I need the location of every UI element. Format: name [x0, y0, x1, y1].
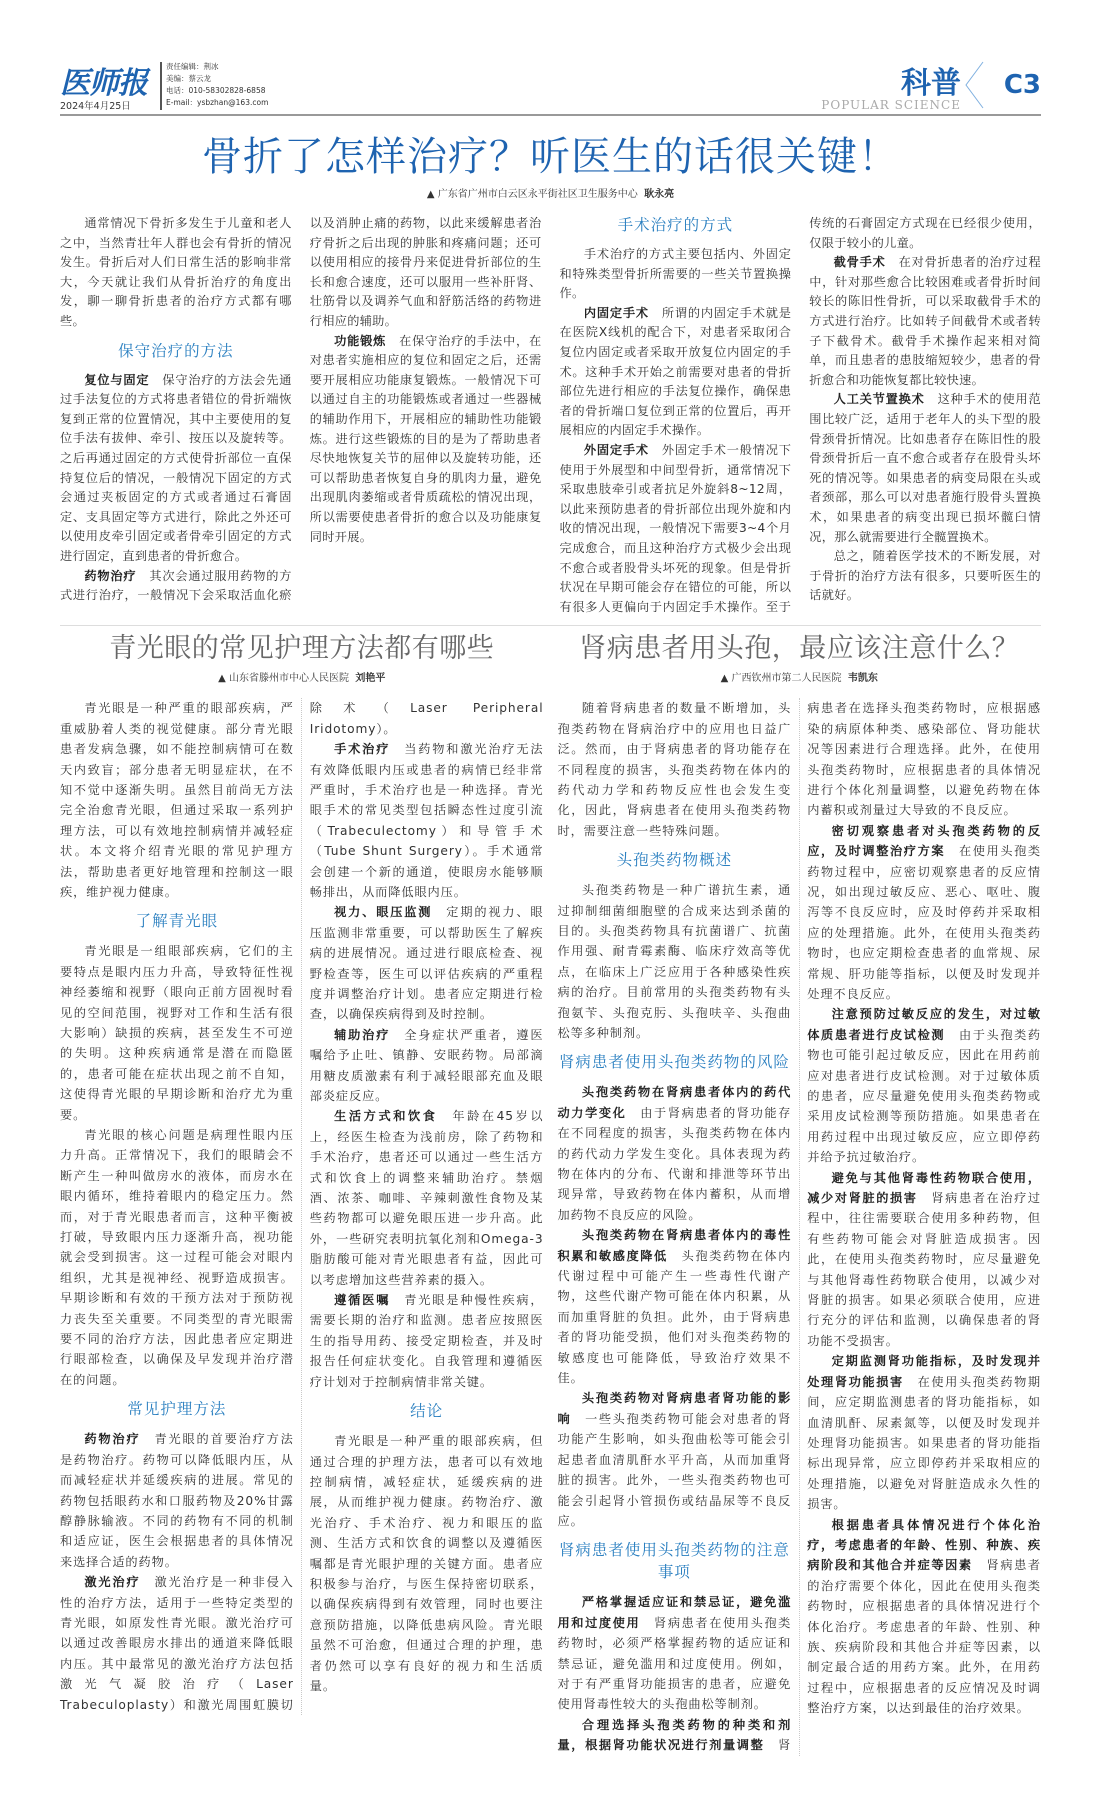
paragraph — [558, 1592, 792, 1714]
section-name-en: POPULAR SCIENCE — [821, 98, 961, 112]
paragraph — [558, 1225, 792, 1388]
paragraph-text: 青光眼是一组眼部疾病，它们的主要特点是眼内压力升高，导致特征性视神经萎缩和视野（眼向正前方固视时看见的空间范围，视野对工作和生活有很大影响）缺损的疾病，甚至发生不可逆的失明。这种疾病通常是潜在而隐匿的，患者可能在症状出现之前不自知，这使得青光眼的早期诊断和治疗尤为重要。 — [60, 944, 294, 1122]
paragraph — [60, 214, 292, 332]
byline-org: ▲ 广东省广州市白云区永平街社区卫生服务中心 — [426, 189, 638, 200]
paragraph-lead: 复位与固定 — [84, 372, 150, 387]
byline-org: ▲ 广西钦州市第二人民医院 — [720, 673, 842, 685]
paragraph-text: 肾病患者在治疗过程中，往往需要联合使用多种药物，但有些药物可能会对肾脏造成损害。因此，在使用头孢类药物时，应尽量避免与其他肾毒性药物联合使用，以减少对肾脏的损害。如果必须联合使用，应进行充分的评估和监测，以确保患者的肾功能不受损害。 — [807, 1191, 1041, 1348]
paragraph-text: 在保守治疗的手法中，在对患者实施相应的复位和固定之后，还需要开展相应功能康复锻炼。一般情况下可以通过自主的功能锻炼或者通过一些器械的辅助作用下，开展相应的辅助性功能锻炼。进行这些锻炼的目的是为了帮助患者尽快地恢复关节的屈伸以及旋转功能，还可以帮助患者恢复自身的肌肉力量，避免出现肌肉萎缩或者骨质疏松的情况出现，所以需要使患者骨折的愈合以及功能康复同时开展。 — [309, 333, 542, 544]
paragraph-text: 青光眼是一种严重的眼部疾病，严重威胁着人类的视觉健康。部分青光眼患者发病急骤，如不能控制病情可在数天内致盲；部分患者无明显症状，在不知不觉中逐渐失明。虽然目前尚无方法完全治愈青光眼，但通过采取一系列护理方法，可以有效地控制病情并减轻症状。本文将介绍青光眼的常见护理方法，帮助患者更好地管理和控制这一眼疾，维护视力健康。 — [60, 701, 294, 899]
credit-phone: 电话：010-58302828-6858 — [166, 86, 266, 95]
article-glaucoma — [60, 632, 544, 1755]
paragraph-text: 总之，随着医学技术的不断发展，对于骨折的治疗方法有很多，只要听医生的话就好。 — [809, 549, 1041, 603]
paragraph-lead: 根据患者具体情况进行个体化治疗，考虑患者的年龄、性别、种族、疾病阶段和其他合并症等因素 — [807, 1517, 1041, 1573]
paragraph-lead: 头孢类药物在肾病患者体内的毒性积累和敏感度降低 — [557, 1228, 792, 1263]
byline-glaucoma — [60, 672, 544, 686]
byline-author: 耿永亮 — [644, 189, 675, 200]
paragraph — [60, 1125, 294, 1390]
paragraph — [60, 698, 294, 902]
paragraph-text: 在对骨折患者的治疗过程中，针对那些愈合比较困难或者骨折时间较长的陈旧性骨折，可以采取截骨手术的方式进行治疗。比如转子间截骨术或者转子下截骨术。截骨手术操作起来相对简单，而且患者的患肢缩短较少，患者的骨折愈合和功能恢复都比较快速。 — [809, 255, 1041, 387]
paragraph-lead: 激光治疗 — [84, 1575, 141, 1590]
paragraph-lead: 功能锻炼 — [334, 333, 387, 348]
byline-kidney — [558, 672, 1042, 686]
section-heading: 肾病患者使用头孢类药物的风险 — [558, 1053, 790, 1072]
paragraph-lead: 视力、眼压监测 — [334, 905, 433, 920]
paragraph-text: 随着肾病患者的数量不断增加，头孢类药物在肾病治疗中的应用也日益广泛。然而，由于肾病患者的肾功能存在不同程度的损害，头孢类药物在体内的药代动力学和药物反应性也会发生变化，因此，肾病患者在使用头孢类药物时，需要注意一些特殊问题。 — [557, 701, 792, 838]
paragraph-lead: 头孢类药物在肾病患者体内的药代动力学变化 — [557, 1085, 792, 1120]
paragraph-lead: 手术治疗 — [334, 742, 391, 757]
paragraph-text: 保守治疗的方法会先通过手法复位的方式将患者错位的骨折端恢复到正常的位置情况，其中主要使用的复位手法有拔伸、牵引、按压以及旋转等。之后再通过固定的方式使骨折部位一直保持复位后的情况，一般情况下固定的方式会通过夹板固定的方式或者通过石膏固定、支具固定等方式进行，除此之外还可以使用皮牵引固定或者骨牵引固定的方式进行固定，直到患者的骨折愈合。 — [60, 372, 292, 563]
paragraph-text: 其次会通过服用药物的方式进行治疗，一般情况下会采取活血化瘀以及消肿止痛的药物，以此来缓解患者治疗骨折之后出现的肿胀和疼痛问题；还可以使用相应的接骨丹来促进骨折部位的生长和愈合速度，还可以服用一些补肝肾、壮筋骨以及调养气血和舒筋活络的药物进行相应的辅助。 — [60, 216, 542, 603]
paragraph-lead: 药物治疗 — [84, 1432, 141, 1447]
byline-author: 刘艳平 — [355, 673, 386, 685]
paragraph-lead: 药物治疗 — [84, 568, 137, 583]
paragraph-text: 肾病患者在选择头孢类药物时，应根据感染的病原体种类、感染部位、肾功能状况等因素进行合理选择。此外，在使用头孢类药物时，应根据患者的具体情况进行个体化剂量调整，以避免药物在体内蓄积或剂量过大导致的不良反应。 — [778, 701, 1041, 1753]
paragraph — [310, 1431, 544, 1696]
paragraph-text: 青光眼是种慢性疾病，需要长期的治疗和监测。患者应按照医生的指导用药、接受定期检查，并及时报告任何症状变化。自我管理和遵循医疗计划对于控制病情非常关键。 — [309, 1293, 544, 1389]
paragraph — [807, 1168, 1041, 1352]
section-heading: 保守治疗的方法 — [118, 341, 234, 360]
paragraph-text: 在使用头孢类药物过程中，应密切观察患者的反应情况，如出现过敏反应、恶心、呕吐、腹泻等不良反应时，应及时停药并采取相应的处理措施。此外，在使用头孢类药物时，也应定期检查患者的血常规、尿常规、肝功能等指标，以便及时发现并处理不良反应。 — [807, 844, 1041, 1001]
paragraph — [60, 371, 292, 567]
article-title-kidney: 肾病患者用头孢，最应该注意什么？ — [579, 633, 1020, 665]
paragraph-lead: 头孢类药物对肾病患者肾功能的影响 — [557, 1391, 792, 1426]
bottom-articles — [60, 632, 1041, 1755]
paragraph — [310, 1025, 544, 1107]
paragraph — [560, 245, 792, 304]
paragraph-text: 在使用头孢类药物期间，应定期监测患者的肾功能指标，如血清肌酐、尿素氮等，以便及时发现并处理肾功能损害。如果患者的肾功能指标出现异常，应立即停药并采取相应的处理措施，以避免对肾脏造成永久性的损害。 — [807, 1374, 1041, 1512]
paragraph — [807, 1515, 1041, 1719]
paragraph-text: 通常情况下骨折多发生于儿童和老人之中，当然青壮年人群也会有骨折的情况发生。骨折后对人们日常生活的影响非常大，今天就让我们从骨折治疗的角度出发，聊一聊骨折患者的治疗方式都有哪些。 — [60, 216, 292, 328]
paragraph — [807, 1004, 1041, 1167]
byline-org: ▲ 山东省滕州市中心人民医院 — [218, 673, 349, 685]
paragraph-text: 由于肾病患者的肾功能存在不同程度的损害，头孢类药物在体内的药代动力学发生变化。具体表现为药物在体内的分布、代谢和排泄等环节出现异常，导致药物在体内蓄积，从而增加药物不良反应的风险。 — [557, 1105, 792, 1222]
paragraph-lead: 密切观察患者对头孢类药物的反应，及时调整治疗方案 — [807, 823, 1041, 859]
paragraph — [809, 390, 1041, 547]
paragraph-lead: 内固定手术 — [583, 305, 649, 320]
paragraph-text: 激光治疗是一种非侵入性的治疗方法，适用于一些特定类型的青光眼，如原发性青光眼。激光治疗可以通过改善眼房水排出的通道来降低眼内压。其中最常见的激光治疗方法包括激光气凝胶治疗（Laser Trabeculoplasty）和激光周围虹膜切除术（Laser Peripheral Iridotomy）。 — [60, 701, 544, 1712]
paragraph — [558, 880, 792, 1043]
byline-author: 韦凯东 — [847, 673, 878, 685]
article-body-glaucoma — [60, 698, 544, 1715]
paragraph-lead: 辅助治疗 — [334, 1027, 391, 1042]
paragraph-lead: 生活方式和饮食 — [334, 1109, 438, 1124]
paragraph-text: 外固定手术一般情况下使用于外展型和中间型骨折，通常情况下采取患肢牵引或者抗足外旋斜8~12周，以此来预防患者的骨折部位出现外旋和内收的情况出现，一般情况下需要3~4个月完成愈合，而且这种治疗方式极少会出现不愈合或者股骨头坏死的现象。但是骨折状况在早期可能会存在错位的可能，所以有很多人更偏向于内固定手术操作。至于传统的石膏固定方式现在已经很少使用，仅限于较小的儿童。 — [559, 216, 1041, 614]
paragraph — [310, 739, 544, 902]
issue-date: 2024年4月25日 — [60, 101, 131, 112]
section-heading: 常见护理方法 — [127, 1400, 227, 1419]
paragraph-text: 青光眼是一种严重的眼部疾病，但通过合理的护理方法，患者可以有效地控制病情，减轻症状，延缓疾病的进展，从而维护视力健康。药物治疗、激光治疗、手术治疗、视力和眼压的监测、生活方式和饮食的调整以及遵循医嘱都是青光眼护理的关键方面。患者应积极参与治疗，与医生保持密切联系，以确保疾病得到有效管理，同时也要注意预防措施，以降低患病风险。青光眼虽然不可治愈，但通过合理的护理，患者仍然可以享有良好的视力和生活质量。 — [309, 1434, 544, 1693]
article-kidney — [558, 632, 1042, 1755]
section-heading: 头孢类药物概述 — [616, 851, 733, 870]
paragraph-lead: 注意预防过敏反应的发生，对过敏体质患者进行皮试检测 — [807, 1007, 1041, 1042]
masthead-divider — [160, 62, 162, 110]
paragraph-text: 这种手术的使用范围比较广泛，适用于老年人的头下型的股骨颈骨折情况。比如患者存在陈旧性的股骨颈骨折后一直不愈合或者存在股骨头坏死的情况等。如果患者的病变局限在头或者颈部，那么可以对患者施行股骨头置换术，如果患者的病变出现已损坏髋臼情况，那么就需要进行全髋置换术。 — [809, 392, 1041, 544]
article-title-glaucoma: 青光眼的常见护理方法都有哪些 — [109, 633, 495, 665]
paragraph — [809, 253, 1041, 390]
paragraph-lead: 避免与其他肾毒性药物联合使用，减少对肾脏的损害 — [807, 1170, 1041, 1206]
paragraph — [560, 304, 792, 441]
paragraph — [807, 821, 1041, 1005]
paragraph-text: 一些头孢类药物可能会对患者的肾功能产生影响，如头孢曲松等可能会引起患者血清肌酐水平升高，从而加重肾脏的损害。此外，一些头孢类药物也可能会引起肾小管损伤或结晶尿等不良反应。 — [557, 1411, 792, 1528]
paragraph-lead: 截骨手术 — [833, 255, 886, 270]
section-heading: 结论 — [410, 1402, 444, 1421]
paragraph-text: 青光眼的核心问题是病理性眼内压力升高。正常情况下，我们的眼睛会不断产生一种叫做房水的液体，而房水在眼内循环，维持着眼内的稳定压力。然而，对于青光眼患者而言，这种平衡被打破，导致眼内压力逐渐升高，视功能就会受到损害。这一过程可能会对眼内组织，尤其是视神经、视野造成损害。早期诊断和有效的干预方法对于预防视力丧失至关重要。不同类型的青光眼需要不同的治疗方法，因此患者应定期进行眼部检查，以确保及早发现并治疗潜在的问题。 — [60, 1128, 294, 1387]
credit-editor: 责任编辑：荆冰 — [166, 62, 219, 71]
paragraph-text: 头孢类药物在体内代谢过程中可能产生一些毒性代谢产物，这些代谢产物可能在体内积累，从而加重肾脏的负担。此外，由于肾病患者的肾功能受损，他们对头孢类药物的敏感度也可能降低，导致治疗效果不佳。 — [557, 1248, 792, 1386]
paragraph-lead: 合理选择头孢类药物的种类和剂量，根据肾功能状况进行剂量调整 — [557, 1717, 792, 1753]
paragraph-lead: 遵循医嘱 — [334, 1293, 391, 1308]
paragraph-text: 青光眼的首要治疗方法是药物治疗。药物可以降低眼内压，从而减轻症状并延缓疾病的进展。常见的药物包括眼药水和口服药物及20%甘露醇静脉输液。不同的药物有不同的机制和适应证，医生会根据患者的具体情况来选择合适的药物。 — [60, 1432, 294, 1569]
paragraph-text: 当药物和激光治疗无法有效降低眼内压或患者的病情已经非常严重时，手术治疗也是一种选择。青光眼手术的常见类型包括瞬态性过度引流（Trabeculectomy）和导管手术（Tube Shunt Surgery）。手术通常会创建一个新的通道，使眼房水能够顺畅排出，从而降低眼内压。 — [309, 742, 544, 899]
credit-email: E-mail：ysbzhan@163.com — [166, 98, 269, 107]
paragraph — [809, 547, 1041, 606]
paragraph — [558, 1082, 792, 1225]
paragraph — [310, 902, 544, 1024]
article-body-kidney — [558, 698, 1042, 1755]
paragraph-lead: 外固定手术 — [583, 442, 649, 457]
chevron-left-icon — [963, 60, 985, 110]
article-title-fracture: 骨折了怎样治疗？听医生的话很关键！ — [202, 134, 899, 180]
paragraph-text: 由于头孢类药物也可能引起过敏反应，因此在用药前应对患者进行皮试检测。对于过敏体质的患者，应尽量避免使用头孢类药物或采用皮试检测等预防措施。如果患者在用药过程中出现过敏反应，应立即停药并给予抗过敏治疗。 — [807, 1027, 1041, 1165]
masthead — [60, 58, 1041, 114]
paragraph-text: 年龄在45岁以上，经医生检查为浅前房，除了药物和手术治疗，患者还可以通过一些生活方式和饮食上的调整来辅助治疗。禁烟酒、浓茶、咖啡、辛辣刺激性食物及某些药物都可以避免眼压进一步升高。此外，一些研究表明抗氧化剂和Omega-3脂肪酸可能对青光眼患者有益，因此可以考虑增加这些营养素的摄入。 — [309, 1109, 544, 1287]
paragraph — [310, 332, 542, 548]
section-name: 科普 — [901, 66, 961, 101]
paragraph — [60, 941, 294, 1125]
paragraph-text: 定期的视力、眼压监测非常重要，可以帮助医生了解疾病的进展情况。通过进行眼底检查、视野检查等，医生可以评估疾病的严重程度并调整治疗计划。患者应定期进行检查，以确保疾病得到及时控制。 — [309, 905, 544, 1022]
paragraph — [310, 1290, 544, 1392]
paragraph-text: 所谓的内固定手术就是在医院X线机的配合下，对患者采取闭合复位内固定或者采取开放复位内固定的手术。这种手术开始之前需要对患者的骨折部位先进行相应的手法复位操作，确保患者的骨折端口复位到正常的位置后，再开展相应的内固定手术操作。 — [559, 305, 792, 438]
paragraph-lead: 定期监测肾功能指标，及时发现并处理肾功能损害 — [807, 1354, 1041, 1389]
paragraph — [558, 698, 792, 841]
paragraph-text: 头孢类药物是一种广谱抗生素，通过抑制细菌细胞壁的合成来达到杀菌的目的。头孢类药物具有抗菌谱广、抗菌作用强、耐青霉素酶、临床疗效高等优点，在临床上广泛应用于各种感染性疾病的治疗。目前常用的头孢类药物有头孢氨苄、头孢克肟、头孢呋辛、头孢曲松等多种制剂。 — [557, 883, 792, 1040]
paragraph — [310, 1106, 544, 1290]
paragraph-lead: 人工关节置换术 — [833, 392, 925, 407]
paragraph-text: 肾病患者的治疗需要个体化，因此在使用头孢类药物时，应根据患者的具体情况进行个体化治疗。考虑患者的年龄、性别、种族、疾病阶段和其他合并症等因素，以制定最合适的用药方案。此外，在用药过程中，应根据患者的反应情况及时调整治疗方案，以达到最佳的治疗效果。 — [807, 1558, 1041, 1716]
paragraph — [60, 1429, 294, 1572]
paragraph — [558, 1388, 792, 1531]
paragraph-lead: 严格掌握适应证和禁忌证，避免滥用和过度使用 — [557, 1595, 792, 1630]
section-divider — [60, 625, 1041, 626]
credit-designer: 美编：蔡云龙 — [166, 74, 211, 83]
header-rule — [60, 114, 1041, 116]
section-heading: 手术治疗的方式 — [617, 216, 734, 234]
paragraph-text: 全身症状严重者，遵医嘱给予止吐、镇静、安眠药物。局部滴用糖皮质激素有利于减轻眼部充血及眼部炎症反应。 — [309, 1027, 544, 1103]
paragraph-text: 手术治疗的方式主要包括内、外固定和特殊类型骨折所需要的一些关节置换操作。 — [559, 247, 792, 301]
section-heading: 肾病患者使用头孢类药物的注意事项 — [558, 1541, 790, 1582]
page-number: C3 — [1003, 70, 1041, 100]
article-body-fracture — [60, 214, 1041, 617]
editor-credits — [166, 61, 268, 109]
newspaper-logo: 医师报 — [60, 66, 147, 101]
section-heading: 了解青光眼 — [135, 912, 219, 931]
paragraph-text: 肾病患者在使用头孢类药物时，必须严格掌握药物的适应证和禁忌证，避免滥用和过度使用。例如，对于有严重肾功能损害的患者，应避免使用肾毒性较大的头孢曲松等制剂。 — [557, 1615, 792, 1712]
byline-fracture — [60, 188, 1041, 202]
paragraph — [807, 1351, 1041, 1514]
